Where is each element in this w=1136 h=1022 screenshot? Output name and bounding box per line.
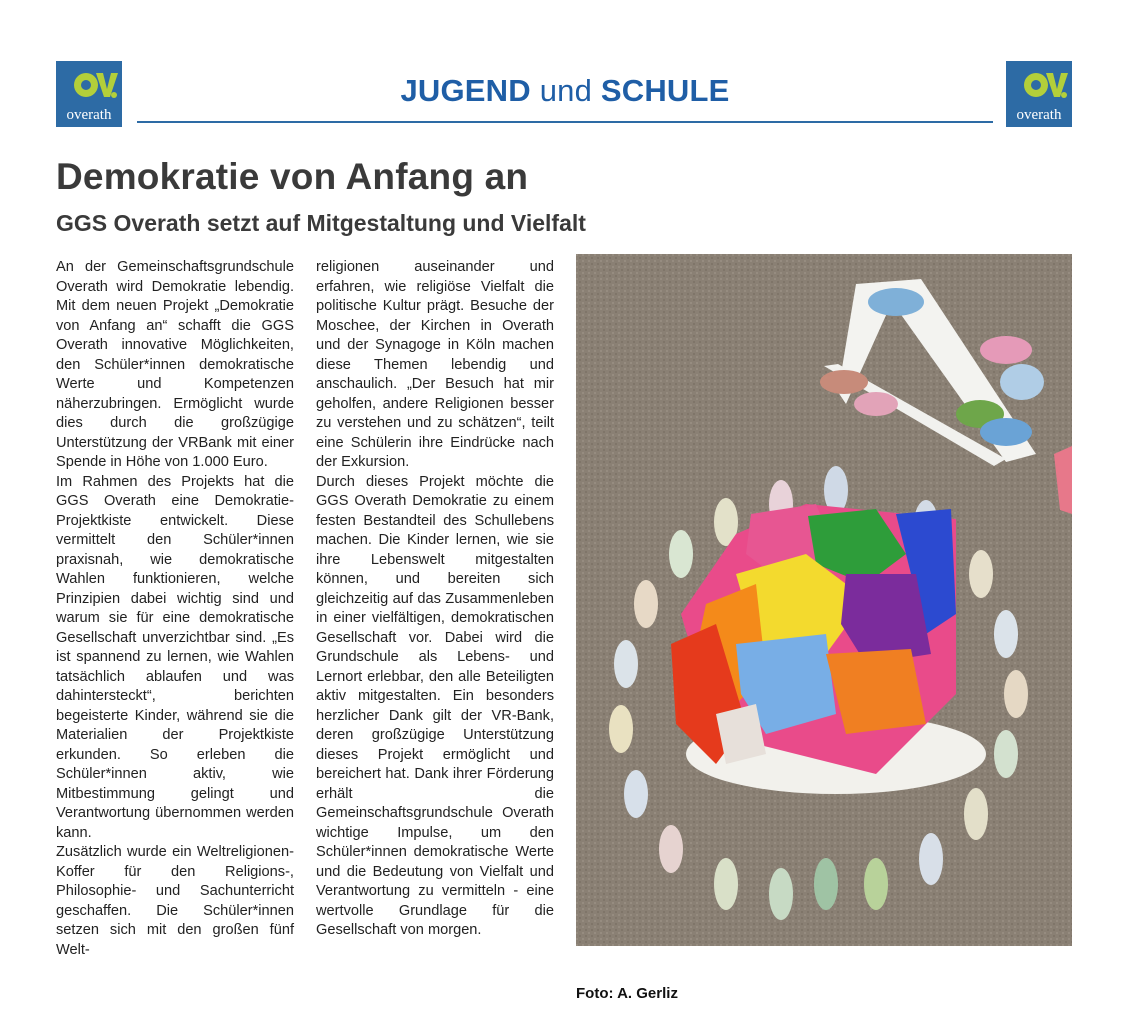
- article-subheadline: GGS Overath setzt auf Mitgestaltung und Vielfalt: [56, 210, 586, 236]
- ov-logo-icon: [1010, 65, 1068, 105]
- article-headline: Demokratie von Anfang an: [56, 156, 529, 197]
- paragraph: Im Rahmen des Projekts hat die GGS Overath eine Demokratie-Projektkiste entwickelt. Diese vermittelt den Schüler*innen praxisnah, wie demokratische Wahlen funktionieren, welche Prinzipien dabei wichtig sind und warum sie für eine demokratische Gesellschaft unverzichtbar sind. „Es ist spannend zu lernen, wie Wahlen tatsächlich ablaufen und was dahintersteckt“, berichten begeisterte Kinder, während sie die Materialien der Projektkiste erkunden. So erleben die Schüler*innen aktiv, wie Mitbestimmung gelingt und Verantwortung übernommen werden kann.: [56, 473, 294, 841]
- article-column-2: [316, 258, 554, 941]
- ov-logo-icon: [60, 65, 118, 105]
- article-photo: [576, 254, 1072, 946]
- paragraph: religionen auseinander und erfahren, wie religiöse Vielfalt die politische Kultur prägt. Besuche der Moschee, der Kirchen in Overath und der Synagoge in Köln machen diese Themen lebendig und anschaulich. „Der Besuch hat mir geholfen, andere Religionen besser zu verstehen und zu schätzen“, teilt eine Schülerin ihre Eindrücke nach der Exkursion.: [316, 259, 554, 470]
- section-rule: [137, 121, 993, 123]
- logo-town-text: overath: [1016, 107, 1062, 123]
- paragraph: Durch dieses Projekt möchte die GGS Overath Demokratie zu einem festen Bestandteil des Schullebens machen. Die Kinder lernen, wie sie ihre Lebenswelt mitgestalten können, und bereiten sich gleichzeitig auf das Zusammenleben in einer vielfältigen, demokratischen Gesellschaft vor. Dabei wird die Grundschule als Lebens- und Lernort erlebbar, den alle Beteiligten aktiv mitgestalten. Ein besonders herzlicher Dank gilt der VR-Bank, deren großzügige Unterstützung dieses Projekt ermöglicht und bereichert hat. Dank ihrer Förderung erhält die Gemeinschaftsgrundschule Overath wichtige Impulse, um den Schüler*innen demokratische Werte und die Bedeutung von Vielfalt und Verantwortung zu vermitteln - eine wertvolle Grundlage für die Gesellschaft von morgen.: [316, 473, 554, 938]
- section-title-jugend: JUGEND: [400, 73, 531, 108]
- paragraph: An der Gemeinschaftsgrundschule Overath wird Demokratie lebendig. Mit dem neuen Projekt „Demokratie von Anfang an“ schafft die GGS Overath innovative Möglichkeiten, den Schüler*innen demokratische Werte und Kompetenzen näherzubringen. Ermöglicht wurde dies durch die großzügige Unterstützung der VRBank mit einer Spende in Höhe von 1.000 Euro.: [56, 259, 294, 470]
- overath-logo-right: [1006, 61, 1072, 127]
- overath-logo-left: [56, 61, 122, 127]
- section-title-schule: SCHULE: [600, 73, 730, 108]
- logo-town-text: overath: [66, 107, 112, 123]
- photo-caption: Foto: A. Gerliz: [576, 985, 678, 1002]
- article-column-1: [56, 258, 294, 960]
- section-title-und: und: [539, 73, 593, 108]
- section-title: [137, 73, 993, 109]
- paragraph: Zusätzlich wurde ein Weltreligionen-Koffer für den Religions-, Philosophie- und Sachunterricht geschaffen. Die Schüler*innen setzen sich mit den großen fünf Welt-: [56, 844, 294, 958]
